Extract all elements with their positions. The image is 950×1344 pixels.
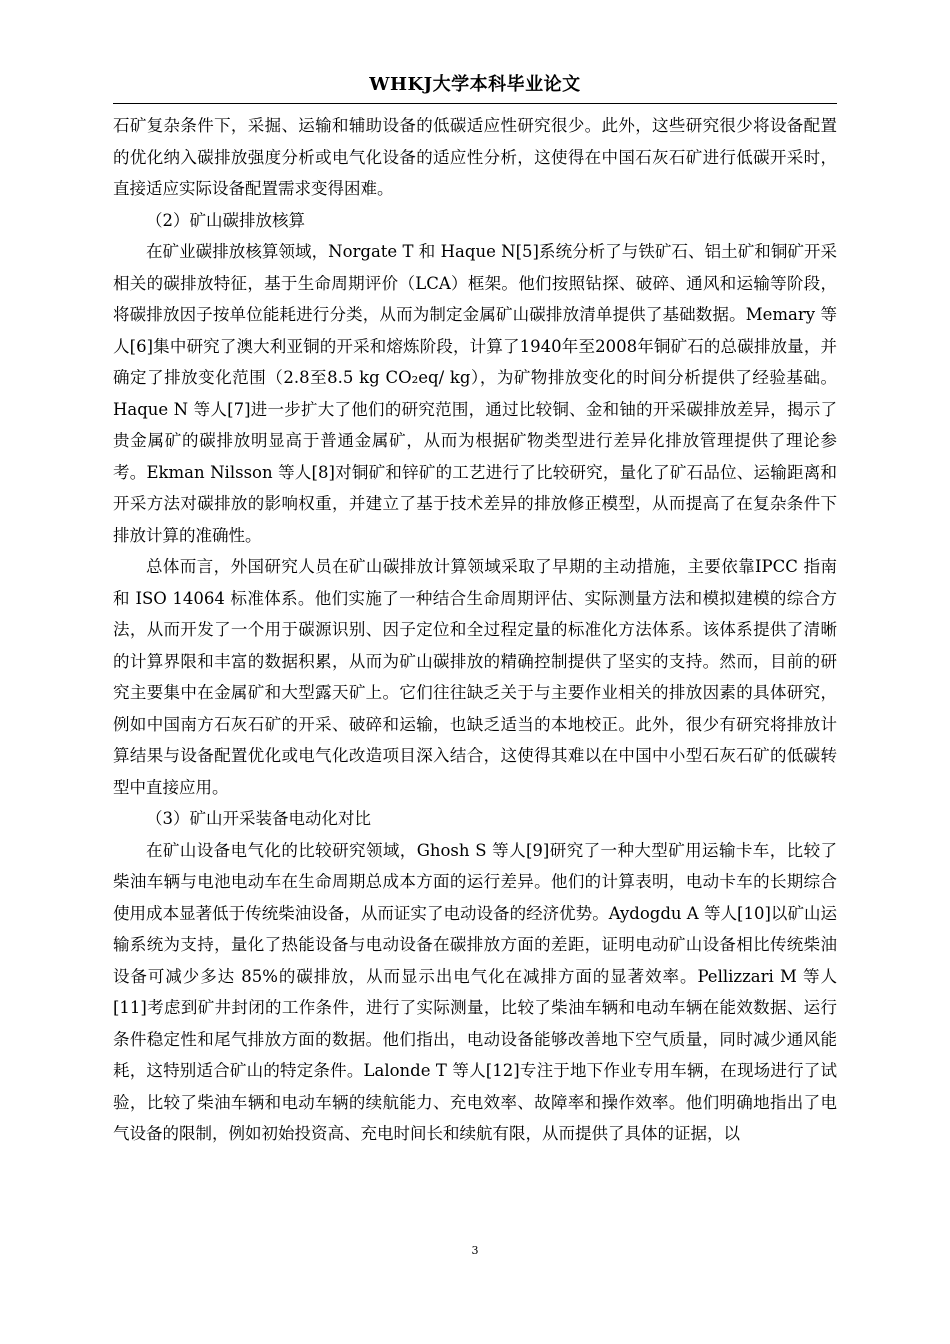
paragraph-electrification-review: 在矿山设备电气化的比较研究领域，Ghosh S 等人[9]研究了一种大型矿用运输卡车，比较了柴油车辆与电池电动车在生命周期总成本方面的运行差异。他们的计算表明，电动卡车的长期综合使用成本显著低于传统柴油设备，从而证实了电动设备的经济优势。Aydogdu A 等人[10]以矿山运输系统为支持，量化了热能设备与电动设备在碳排放方面的差距，证明电动矿山设备相比传统柴油设备可减少多达 85%的碳排放，从而显示出电气化在减排方面的显著效率。Pellizzari M 等人[11]考虑到矿井封闭的工作条件，进行了实际测量，比较了柴油车辆和电动车辆在能效数据、运行条件稳定性和尾气排放方面的数据。他们指出，电动设备能够改善地下空气质量，同时减少通风能耗，这特别适合矿山的特定条件。Lalonde T 等人[12]专注于地下作业专用车辆，在现场进行了试验，比较了柴油车辆和电动车辆的续航能力、充电效率、故障率和操作效率。他们明确地指出了电气设备的限制，例如初始投资高、充电时间长和续航有限，从而提供了具体的证据，以 <box>113 840 837 1143</box>
paragraph-continuation: 石矿复杂条件下，采掘、运输和辅助设备的低碳适应性研究很少。此外，这些研究很少将设备配置的优化纳入碳排放强度分析或电气化设备的适应性分析，这使得在中国石灰石矿进行低碳开采时，直接适应实际设备配置需求变得困难。 <box>113 116 837 198</box>
page-number: 3 <box>471 1244 479 1257</box>
section-heading-electrification-comparison: （3）矿山开采装备电动化对比 <box>146 809 371 828</box>
paragraph-carbon-accounting-review: 在矿业碳排放核算领域，Norgate T 和 Haque N[5]系统分析了与铁矿石、铝土矿和铜矿开采相关的碳排放特征，基于生命周期评价（LCA）框架。他们按照钻探、破碎、通风和运输等阶段，将碳排放因子按单位能耗进行分类，从而为制定金属矿山碳排放清单提供了基础数据。Memary 等人[6]集中研究了澳大利亚铜的开采和熔炼阶段，计算了1940年至2008年铜矿石的总碳排放量，并确定了排放变化范围（2.8至8.5 kg CO₂eq/ kg），为矿物排放变化的时间分析提供了经验基础。Haque N 等人[7]进一步扩大了他们的研究范围，通过比较铜、金和铀的开采碳排放差异，揭示了贵金属矿的碳排放明显高于普通金属矿，从而为根据矿物类型进行差异化排放管理提供了理论参考。Ekman Nilsson 等人[8]对铜矿和锌矿的工艺进行了比较研究，量化了矿石品位、运输距离和开采方法对碳排放的影响权重，并建立了基于技术差异的排放修正模型，从而提高了在复杂条件下排放计算的准确性。 <box>113 242 837 545</box>
header-divider <box>113 103 837 104</box>
page-header-title: WHKJ大学本科毕业论文 <box>369 74 581 95</box>
paragraph-carbon-accounting-summary: 总体而言，外国研究人员在矿山碳排放计算领域采取了早期的主动措施，主要依靠IPCC 指南和 ISO 14064 标准体系。他们实施了一种结合生命周期评估、实际测量方法和模拟建模的综合方法，从而开发了一个用于碳源识别、因子定位和全过程定量的标准化方法体系。该体系提供了清晰的计算界限和丰富的数据积累，从而为矿山碳排放的精确控制提供了坚实的支持。然而，目前的研究主要集中在金属矿和大型露天矿上。它们往往缺乏关于与主要作业相关的排放因素的具体研究，例如中国南方石灰石矿的开采、破碎和运输，也缺乏适当的本地校正。此外，很少有研究将排放计算结果与设备配置优化或电气化改造项目深入结合，这使得其难以在中国中小型石灰石矿的低碳转型中直接应用。 <box>113 557 837 797</box>
section-heading-carbon-accounting: （2）矿山碳排放核算 <box>146 210 305 230</box>
page-body <box>113 110 837 1150</box>
